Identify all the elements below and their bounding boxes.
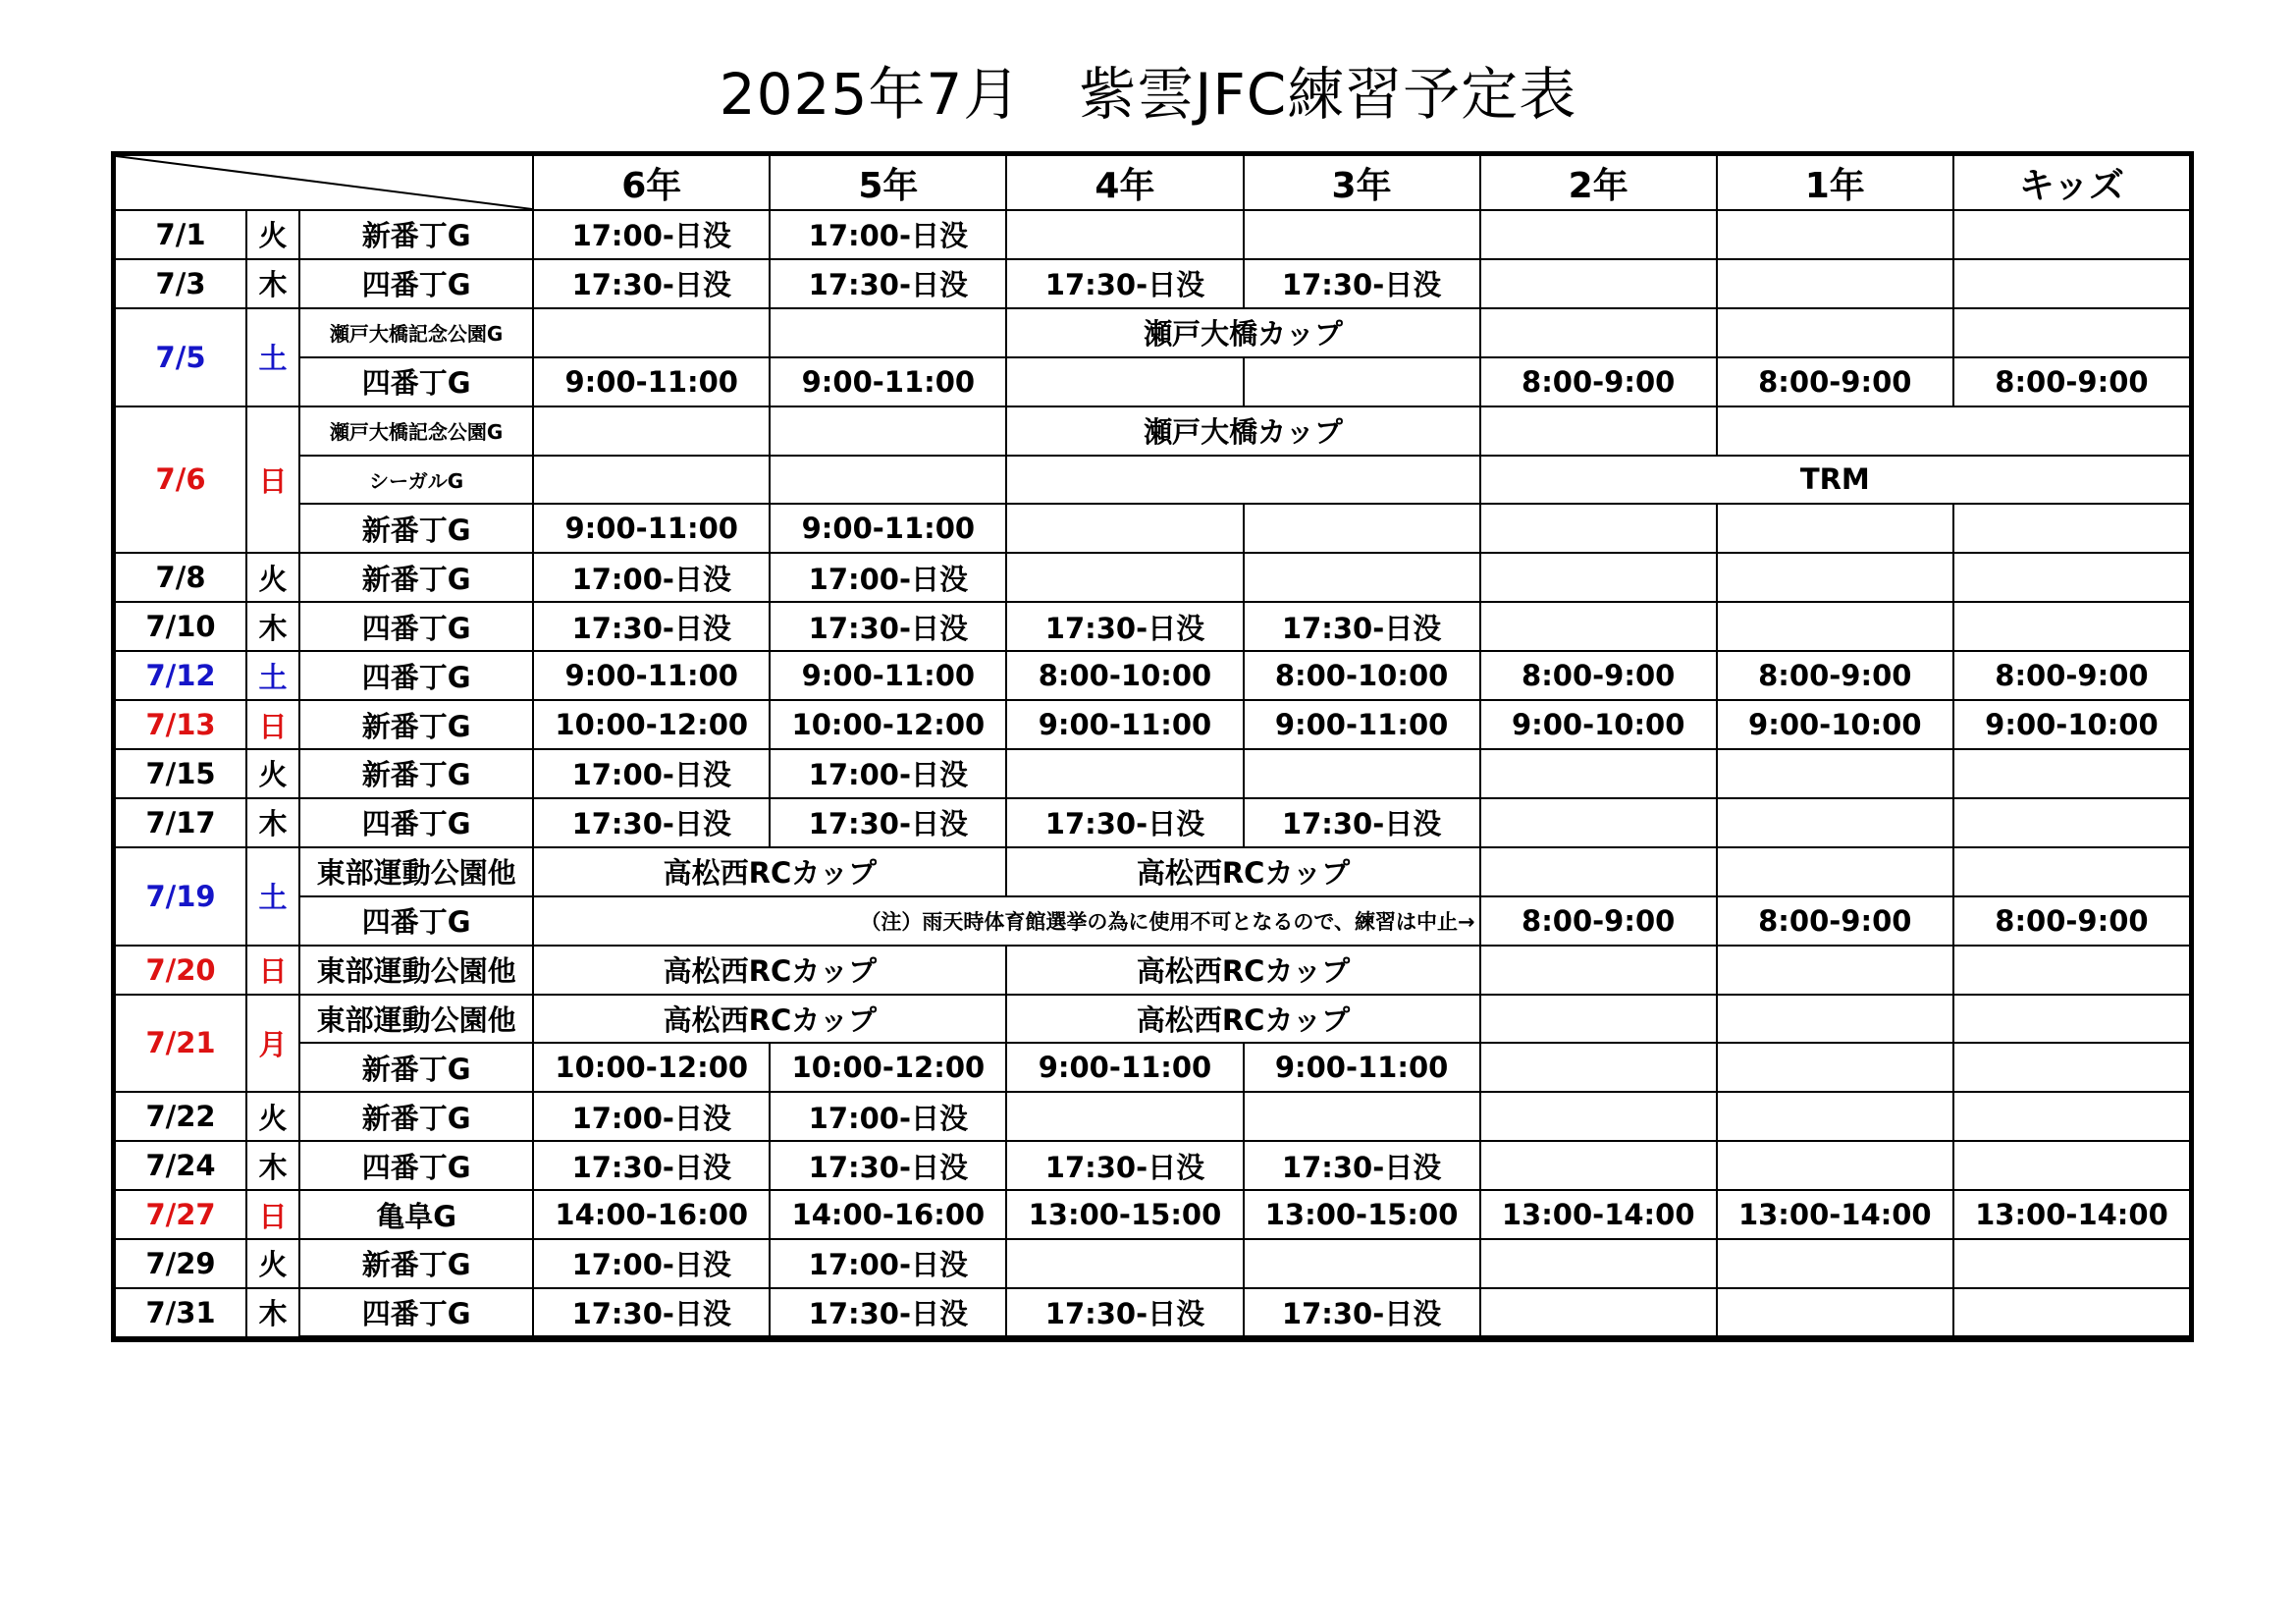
schedule-cell	[1480, 602, 1717, 651]
weekday-cell: 日	[246, 406, 299, 554]
place-cell: 四番丁G	[299, 357, 533, 406]
schedule-cell: 8:00-9:00	[1717, 651, 1953, 700]
schedule-cell: 17:30-日没	[1244, 798, 1480, 847]
schedule-cell: 瀬戸大橋カップ	[1006, 308, 1479, 357]
schedule-cell: 8:00-9:00	[1480, 357, 1717, 406]
schedule-row	[115, 1043, 2190, 1092]
date-cell: 7/3	[115, 259, 246, 308]
schedule-cell	[1480, 847, 1717, 896]
schedule-cell: 17:30-日没	[533, 602, 770, 651]
schedule-cell: 9:00-11:00	[1244, 1043, 1480, 1092]
schedule-row	[115, 700, 2190, 749]
schedule-cell	[1717, 602, 1953, 651]
schedule-cell	[1244, 504, 1480, 553]
place-cell: 四番丁G	[299, 602, 533, 651]
header-row	[115, 155, 2190, 210]
date-cell: 7/19	[115, 847, 246, 946]
schedule-cell: 17:30-日没	[1006, 1141, 1243, 1190]
schedule-cell	[1717, 847, 1953, 896]
schedule-cell	[1717, 1141, 1953, 1190]
schedule-cell: 高松西RCカップ	[533, 946, 1006, 995]
date-cell: 7/24	[115, 1141, 246, 1190]
schedule-cell: 17:00-日没	[770, 1092, 1006, 1141]
page-title: 2025年7月 紫雲JFC練習予定表	[719, 61, 1577, 128]
date-cell: 7/8	[115, 553, 246, 602]
schedule-row	[115, 504, 2190, 553]
schedule-cell	[1244, 749, 1480, 798]
schedule-cell: 8:00-9:00	[1480, 896, 1717, 946]
schedule-cell	[770, 406, 1006, 456]
schedule-cell	[1717, 798, 1953, 847]
schedule-cell	[1953, 504, 2190, 553]
schedule-cell	[1953, 210, 2190, 259]
schedule-cell: 8:00-9:00	[1953, 651, 2190, 700]
schedule-cell: 13:00-14:00	[1480, 1190, 1717, 1239]
place-cell: 東部運動公園他	[299, 946, 533, 995]
schedule-cell	[1953, 749, 2190, 798]
place-cell: 瀬戸大橋記念公園G	[299, 308, 533, 357]
schedule-cell: 8:00-9:00	[1953, 896, 2190, 946]
place-cell: 東部運動公園他	[299, 995, 533, 1044]
schedule-cell: 17:30-日没	[770, 798, 1006, 847]
schedule-cell	[1953, 946, 2190, 995]
schedule-row	[115, 456, 2190, 505]
schedule-cell: 9:00-10:00	[1953, 700, 2190, 749]
schedule-cell	[1480, 210, 1717, 259]
schedule-cell: 17:30-日没	[1244, 602, 1480, 651]
schedule-cell: 9:00-11:00	[1006, 700, 1243, 749]
place-cell: 新番丁G	[299, 553, 533, 602]
weekday-cell: 火	[246, 1239, 299, 1288]
place-cell: 亀阜G	[299, 1190, 533, 1239]
schedule-row	[115, 553, 2190, 602]
header-corner	[115, 155, 533, 210]
schedule-cell	[1953, 1043, 2190, 1092]
schedule-cell: 17:30-日没	[1006, 1288, 1243, 1337]
schedule-cell	[1717, 749, 1953, 798]
schedule-row	[115, 798, 2190, 847]
weekday-cell: 土	[246, 308, 299, 406]
schedule-cell: TRM	[1480, 456, 2190, 505]
schedule-cell: 17:30-日没	[533, 1141, 770, 1190]
schedule-cell: 17:30-日没	[1006, 602, 1243, 651]
schedule-cell	[1717, 308, 1953, 357]
schedule-cell	[1006, 456, 1479, 505]
schedule-row	[115, 602, 2190, 651]
schedule-cell	[533, 456, 770, 505]
weekday-cell: 木	[246, 1141, 299, 1190]
schedule-cell: 10:00-12:00	[533, 1043, 770, 1092]
schedule-cell: 17:00-日没	[533, 553, 770, 602]
place-cell: 四番丁G	[299, 651, 533, 700]
schedule-cell: 9:00-11:00	[770, 357, 1006, 406]
header-grade-1: 1年	[1717, 155, 1953, 210]
schedule-cell: 8:00-10:00	[1244, 651, 1480, 700]
schedule-cell: 10:00-12:00	[770, 700, 1006, 749]
schedule-cell	[1717, 1043, 1953, 1092]
schedule-cell	[1480, 259, 1717, 308]
place-cell: シーガルG	[299, 456, 533, 505]
schedule-cell	[1953, 1092, 2190, 1141]
schedule-cell	[1244, 210, 1480, 259]
schedule-cell	[1717, 1239, 1953, 1288]
schedule-cell	[1717, 553, 1953, 602]
schedule-cell	[1717, 995, 1953, 1044]
schedule-cell: 17:30-日没	[770, 602, 1006, 651]
weekday-cell: 日	[246, 1190, 299, 1239]
weekday-cell: 月	[246, 995, 299, 1093]
date-cell: 7/31	[115, 1288, 246, 1337]
schedule-cell: 高松西RCカップ	[1006, 995, 1479, 1044]
weekday-cell: 木	[246, 602, 299, 651]
schedule-row	[115, 995, 2190, 1044]
place-cell: 新番丁G	[299, 504, 533, 553]
schedule-cell	[1480, 798, 1717, 847]
schedule-row	[115, 406, 2190, 456]
date-cell: 7/17	[115, 798, 246, 847]
place-cell: 新番丁G	[299, 749, 533, 798]
schedule-cell	[1006, 749, 1243, 798]
schedule-cell	[1717, 406, 2190, 456]
schedule-cell	[1006, 357, 1243, 406]
schedule-cell: 17:30-日没	[533, 798, 770, 847]
header-grade-6: 6年	[533, 155, 770, 210]
schedule-cell	[1953, 553, 2190, 602]
schedule-cell: 17:30-日没	[770, 1288, 1006, 1337]
schedule-row	[115, 308, 2190, 357]
schedule-row	[115, 896, 2190, 946]
place-cell: 新番丁G	[299, 700, 533, 749]
schedule-cell	[1480, 749, 1717, 798]
schedule-cell	[1953, 995, 2190, 1044]
schedule-cell	[1953, 602, 2190, 651]
schedule-cell: 17:30-日没	[1244, 1288, 1480, 1337]
notice-cell: （注）雨天時体育館選挙の為に使用不可となるので、練習は中止→	[533, 896, 1479, 946]
schedule-cell: 高松西RCカップ	[533, 995, 1006, 1044]
schedule-cell	[1480, 995, 1717, 1044]
schedule-cell	[1717, 1092, 1953, 1141]
schedule-cell	[1953, 1141, 2190, 1190]
schedule-row	[115, 210, 2190, 259]
schedule-cell: 9:00-11:00	[1244, 700, 1480, 749]
weekday-cell: 土	[246, 847, 299, 946]
schedule-cell: 9:00-11:00	[533, 651, 770, 700]
place-cell: 四番丁G	[299, 1141, 533, 1190]
schedule-cell: 17:00-日没	[533, 749, 770, 798]
schedule-row	[115, 946, 2190, 995]
schedule-cell: 13:00-14:00	[1717, 1190, 1953, 1239]
schedule-cell: 9:00-11:00	[533, 357, 770, 406]
schedule-cell: 13:00-15:00	[1244, 1190, 1480, 1239]
schedule-cell	[1480, 1288, 1717, 1337]
schedule-cell	[1717, 946, 1953, 995]
schedule-row	[115, 651, 2190, 700]
weekday-cell: 木	[246, 1288, 299, 1337]
schedule-cell	[1480, 946, 1717, 995]
schedule-cell: 高松西RCカップ	[533, 847, 1006, 896]
schedule-cell	[1244, 1092, 1480, 1141]
schedule-cell: 17:30-日没	[1244, 259, 1480, 308]
schedule-cell: 8:00-9:00	[1717, 357, 1953, 406]
schedule-cell: 17:00-日没	[770, 210, 1006, 259]
schedule-cell	[1006, 553, 1243, 602]
date-cell: 7/5	[115, 308, 246, 406]
schedule-row	[115, 749, 2190, 798]
date-cell: 7/12	[115, 651, 246, 700]
schedule-cell: 8:00-10:00	[1006, 651, 1243, 700]
schedule-cell: 17:00-日没	[770, 749, 1006, 798]
schedule-cell: 13:00-14:00	[1953, 1190, 2190, 1239]
place-cell: 新番丁G	[299, 1043, 533, 1092]
place-cell: 瀬戸大橋記念公園G	[299, 406, 533, 456]
schedule-cell	[1953, 1288, 2190, 1337]
header-kids: キッズ	[1953, 155, 2190, 210]
schedule-cell: 17:30-日没	[1006, 798, 1243, 847]
header-grade-4: 4年	[1006, 155, 1243, 210]
schedule-cell: 高松西RCカップ	[1006, 847, 1479, 896]
schedule-cell	[1480, 1092, 1717, 1141]
schedule-row	[115, 1288, 2190, 1337]
schedule-cell	[1244, 1239, 1480, 1288]
schedule-cell	[1480, 553, 1717, 602]
date-cell: 7/27	[115, 1190, 246, 1239]
place-cell: 新番丁G	[299, 210, 533, 259]
schedule-cell	[1480, 308, 1717, 357]
schedule-cell: 9:00-11:00	[770, 651, 1006, 700]
header-grade-5: 5年	[770, 155, 1006, 210]
schedule-cell	[1006, 210, 1243, 259]
schedule-cell: 9:00-11:00	[1006, 1043, 1243, 1092]
schedule-cell	[1717, 1288, 1953, 1337]
schedule-row	[115, 1092, 2190, 1141]
schedule-cell: 8:00-9:00	[1480, 651, 1717, 700]
schedule-row	[115, 1141, 2190, 1190]
header-grade-2: 2年	[1480, 155, 1717, 210]
schedule-cell: 8:00-9:00	[1953, 357, 2190, 406]
schedule-cell: 14:00-16:00	[533, 1190, 770, 1239]
schedule-cell	[1006, 1239, 1243, 1288]
weekday-cell: 火	[246, 749, 299, 798]
schedule-cell	[1006, 1092, 1243, 1141]
schedule-row	[115, 259, 2190, 308]
place-cell: 新番丁G	[299, 1092, 533, 1141]
weekday-cell: 日	[246, 946, 299, 995]
weekday-cell: 木	[246, 259, 299, 308]
schedule-cell	[1953, 308, 2190, 357]
schedule-cell: 10:00-12:00	[533, 700, 770, 749]
weekday-cell: 土	[246, 651, 299, 700]
schedule-cell: 17:30-日没	[1006, 259, 1243, 308]
schedule-cell	[1244, 553, 1480, 602]
schedule-cell: 10:00-12:00	[770, 1043, 1006, 1092]
date-cell: 7/29	[115, 1239, 246, 1288]
weekday-cell: 日	[246, 700, 299, 749]
schedule-cell: 17:00-日没	[533, 1092, 770, 1141]
schedule-cell	[1953, 798, 2190, 847]
place-cell: 四番丁G	[299, 798, 533, 847]
schedule-cell: 17:30-日没	[770, 259, 1006, 308]
weekday-cell: 火	[246, 210, 299, 259]
schedule-cell	[1953, 847, 2190, 896]
date-cell: 7/13	[115, 700, 246, 749]
diagonal-line	[116, 156, 532, 209]
schedule-cell	[1953, 259, 2190, 308]
date-cell: 7/15	[115, 749, 246, 798]
place-cell: 四番丁G	[299, 896, 533, 946]
schedule-row	[115, 357, 2190, 406]
date-cell: 7/20	[115, 946, 246, 995]
schedule-cell	[1480, 1239, 1717, 1288]
schedule-cell: 17:30-日没	[533, 1288, 770, 1337]
schedule-cell	[1480, 1141, 1717, 1190]
weekday-cell: 火	[246, 553, 299, 602]
schedule-cell	[1244, 357, 1480, 406]
schedule-row	[115, 1239, 2190, 1288]
schedule-table	[114, 154, 2191, 1339]
date-cell: 7/10	[115, 602, 246, 651]
schedule-cell	[770, 456, 1006, 505]
place-cell: 新番丁G	[299, 1239, 533, 1288]
schedule-cell: 9:00-10:00	[1480, 700, 1717, 749]
weekday-cell: 火	[246, 1092, 299, 1141]
header-grade-3: 3年	[1244, 155, 1480, 210]
place-cell: 東部運動公園他	[299, 847, 533, 896]
schedule-cell	[1717, 210, 1953, 259]
schedule-cell: 8:00-9:00	[1717, 896, 1953, 946]
schedule-cell: 17:30-日没	[1244, 1141, 1480, 1190]
schedule-cell	[1717, 259, 1953, 308]
schedule-cell: 13:00-15:00	[1006, 1190, 1243, 1239]
schedule-row	[115, 847, 2190, 896]
weekday-cell: 木	[246, 798, 299, 847]
schedule-cell: 17:00-日没	[533, 210, 770, 259]
schedule-cell: 17:30-日没	[770, 1141, 1006, 1190]
schedule-cell	[1717, 504, 1953, 553]
schedule-cell: 高松西RCカップ	[1006, 946, 1479, 995]
place-cell: 四番丁G	[299, 1288, 533, 1337]
date-cell: 7/1	[115, 210, 246, 259]
schedule-cell	[1006, 504, 1243, 553]
schedule-cell	[1953, 1239, 2190, 1288]
schedule-cell	[533, 308, 770, 357]
schedule-cell	[770, 308, 1006, 357]
schedule-cell: 9:00-10:00	[1717, 700, 1953, 749]
date-cell: 7/22	[115, 1092, 246, 1141]
schedule-cell: 瀬戸大橋カップ	[1006, 406, 1479, 456]
schedule-cell: 17:30-日没	[533, 259, 770, 308]
date-cell: 7/6	[115, 406, 246, 554]
schedule-cell: 14:00-16:00	[770, 1190, 1006, 1239]
schedule-cell	[1480, 406, 1717, 456]
schedule-cell	[1480, 1043, 1717, 1092]
schedule-cell: 9:00-11:00	[533, 504, 770, 553]
schedule-cell: 17:00-日没	[770, 553, 1006, 602]
date-cell: 7/21	[115, 995, 246, 1093]
schedule-body	[115, 210, 2190, 1337]
schedule-cell: 17:00-日没	[533, 1239, 770, 1288]
schedule-cell: 17:00-日没	[770, 1239, 1006, 1288]
schedule-cell	[1480, 504, 1717, 553]
schedule-cell: 9:00-11:00	[770, 504, 1006, 553]
schedule-cell	[533, 406, 770, 456]
place-cell: 四番丁G	[299, 259, 533, 308]
schedule-row	[115, 1190, 2190, 1239]
